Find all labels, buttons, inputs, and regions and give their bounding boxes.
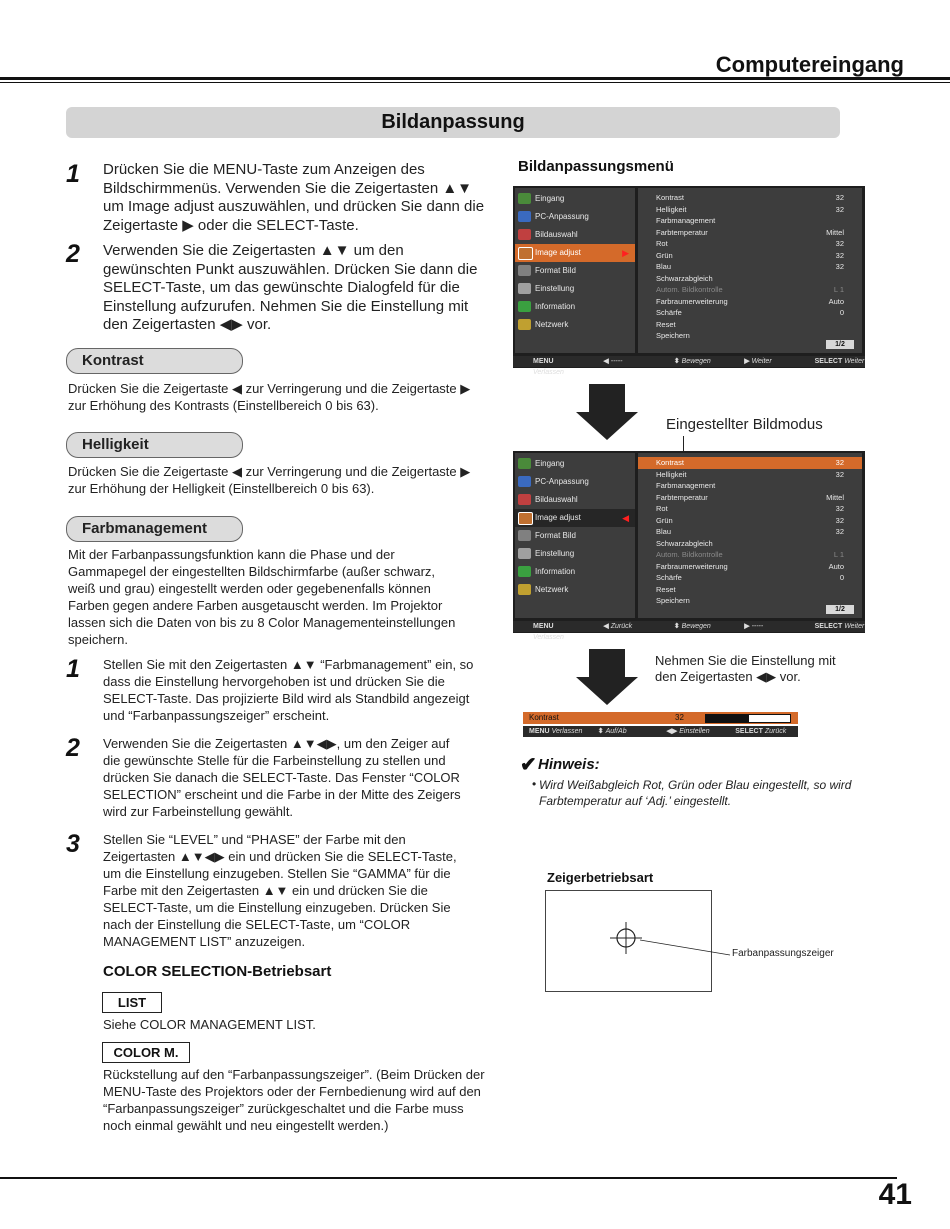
osd-item-eingang[interactable] bbox=[515, 190, 635, 208]
osd-row-label: Speichern bbox=[656, 596, 690, 605]
help-back bbox=[729, 726, 798, 737]
section-title: Bildanpassung bbox=[381, 111, 525, 133]
osd-item-bildauswahl[interactable] bbox=[515, 226, 635, 244]
osd-row[interactable] bbox=[638, 250, 862, 262]
osd-row[interactable] bbox=[638, 192, 862, 204]
osd-row[interactable] bbox=[638, 261, 862, 273]
step-number: 2 bbox=[66, 734, 80, 762]
up-down-icon: ⬍ bbox=[673, 623, 680, 630]
osd-row bbox=[638, 284, 862, 296]
farbmanagement-intro: Mit der Farbanpassungsfunktion kann die Phase und der Gammapegel der eingestellten Bildschirmfarbe (außer schwarz, weiß und grau) eingestellt werden oder gegebenenfalls können Farben gegen andere Farben ausgetauscht werden. Im Projektor lassen sich die Daten von bis zu 8 Color Managementeinstellungen speichern. bbox=[68, 547, 456, 647]
select-key-icon: SELECT bbox=[814, 358, 843, 365]
slider-track[interactable] bbox=[705, 714, 791, 723]
input-icon bbox=[518, 458, 531, 469]
screen-icon bbox=[518, 265, 531, 276]
osd-row-label: Helligkeit bbox=[656, 469, 687, 479]
osd-row-label: Kontrast bbox=[656, 458, 684, 467]
osd-row-label: Farbraumerweiterung bbox=[656, 296, 728, 306]
help-text: Zurück bbox=[764, 728, 787, 735]
osd-help-bar bbox=[513, 621, 865, 641]
osd-item-label: Image adjust bbox=[535, 248, 581, 257]
menu-heading: Bildanpassungsmenü bbox=[518, 158, 674, 175]
page-number: 41 bbox=[878, 1178, 912, 1211]
help-text: Weiter bbox=[751, 358, 772, 365]
osd-row-label: Reset bbox=[656, 319, 676, 329]
help-adjust bbox=[661, 726, 730, 737]
osd-item-label: Bildauswahl bbox=[535, 230, 578, 239]
osd-row-value: 0 bbox=[839, 573, 844, 582]
osd-row-label: Farbtemperatur bbox=[656, 227, 708, 237]
select-key-icon: SELECT bbox=[814, 623, 843, 630]
osd-row-selected[interactable] bbox=[638, 457, 862, 469]
step-text: Stellen Sie mit den Zeigertasten ▲▼ “Farbmanagement” ein, so dass die Einstellung hervorgehoben ist und drücken Sie die SELECT-Taste. Das projizierte Bild wird als Standbild angezeigt und “Farbanpassungszeiger” erscheint. bbox=[103, 657, 474, 723]
setting-icon bbox=[518, 548, 531, 559]
help-text: Bewegen bbox=[681, 623, 711, 630]
osd-item-label: Format Bild bbox=[535, 531, 576, 540]
osd-row-value: 32 bbox=[835, 239, 844, 248]
osd-item-eingang[interactable] bbox=[515, 455, 635, 473]
osd-row-value: 32 bbox=[835, 515, 844, 525]
osd-item-format-bild[interactable] bbox=[515, 262, 635, 280]
checkmark-icon: ✔ bbox=[520, 754, 537, 776]
osd-row[interactable] bbox=[638, 273, 862, 285]
osd-row-label: Farbraumerweiterung bbox=[656, 561, 728, 571]
osd-row-value: 32 bbox=[835, 504, 844, 513]
farbmanagement-heading bbox=[66, 516, 243, 542]
help-text: Einstellen bbox=[679, 728, 710, 735]
pointer-leader-line bbox=[640, 938, 732, 958]
arrow-right-icon: ▶ bbox=[744, 623, 750, 630]
help-text: ----- bbox=[610, 358, 623, 365]
help-exit bbox=[523, 726, 592, 737]
osd-row[interactable] bbox=[638, 204, 862, 216]
down-arrow-icon bbox=[576, 384, 638, 440]
step-number: 1 bbox=[66, 160, 80, 188]
left-right-icon: ◀▶ bbox=[666, 728, 678, 735]
osd-item-label: PC-Anpassung bbox=[535, 477, 589, 486]
osd-item-label: Netzwerk bbox=[535, 320, 569, 329]
help-text: Zurück bbox=[610, 623, 633, 630]
osd-menu-2 bbox=[513, 451, 865, 641]
setting-icon bbox=[518, 283, 531, 294]
osd-item-label: Einstellung bbox=[535, 549, 575, 558]
osd-row[interactable] bbox=[638, 492, 862, 504]
pointer-heading: Zeigerbetriebsart bbox=[547, 870, 654, 885]
osd-row-value: Mittel bbox=[826, 227, 844, 237]
osd-right-panel bbox=[638, 453, 862, 618]
footer-rule bbox=[0, 1177, 897, 1179]
osd-item-label: PC-Anpassung bbox=[535, 212, 589, 221]
osd-row-value: 32 bbox=[835, 204, 844, 214]
header-rule-thin bbox=[0, 82, 950, 83]
page-indicator: 1/2 bbox=[826, 340, 854, 349]
osd-row-label: Schärfe bbox=[656, 308, 682, 317]
arrow-left-icon: ◀ bbox=[622, 513, 629, 523]
osd-row-value: 32 bbox=[835, 469, 844, 479]
osd-row-label: Farbtemperatur bbox=[656, 492, 708, 502]
help-text: Weiter bbox=[844, 623, 865, 630]
note-text: Wird Weißabgleich Rot, Grün oder Blau eingestellt, so wird Farbtemperatur auf ‘Adj.’ eingestellt. bbox=[539, 778, 852, 808]
osd-row[interactable] bbox=[638, 561, 862, 573]
help-exit bbox=[513, 621, 583, 641]
help-move bbox=[592, 726, 661, 737]
osd-row[interactable] bbox=[638, 296, 862, 308]
note-title: Hinweis: bbox=[538, 756, 600, 773]
osd-item-bildauswahl[interactable] bbox=[515, 491, 635, 509]
osd-row[interactable] bbox=[638, 469, 862, 481]
step-text: Stellen Sie “LEVEL” und “PHASE” der Farbe mit den Zeigertasten ▲▼◀▶ ein und drücken Sie die SELECT-Taste, um die Einstellung einzugeben. Stellen Sie “GAMMA” für die Farbe mit den Zeigertasten ▲▼ ein und drücken Sie die SELECT-Taste, um die Einstellung einzugeben. Drücken Sie nach der Einstellung die SELECT-Taste, um “COLOR MANAGEMENT LIST” anzuzeigen. bbox=[103, 832, 457, 949]
farbmanagement-title: Farbmanagement bbox=[82, 520, 208, 537]
step-number: 1 bbox=[66, 655, 80, 683]
osd-row-label: Blau bbox=[656, 262, 672, 271]
osd-item-label: Information bbox=[535, 567, 576, 576]
osd-row-label: Helligkeit bbox=[656, 204, 687, 214]
network-icon bbox=[518, 319, 531, 330]
image-select-icon bbox=[518, 494, 531, 505]
osd-row-value: 0 bbox=[839, 308, 844, 317]
osd-item-netzwerk[interactable] bbox=[515, 316, 635, 334]
osd-row-label: Farbmanagement bbox=[656, 216, 716, 225]
osd-row-label: Grün bbox=[656, 515, 673, 525]
help-back bbox=[583, 621, 653, 632]
kontrast-title: Kontrast bbox=[82, 352, 144, 369]
slider-value: 32 bbox=[675, 713, 684, 722]
pc-adjust-icon bbox=[518, 476, 531, 487]
osd-row[interactable] bbox=[638, 503, 862, 515]
image-adjust-icon bbox=[518, 247, 533, 260]
osd-row[interactable] bbox=[638, 480, 862, 492]
slider-fill bbox=[706, 715, 749, 722]
osd-row[interactable] bbox=[638, 515, 862, 527]
image-select-icon bbox=[518, 229, 531, 240]
osd-row-label: Kontrast bbox=[656, 193, 684, 202]
help-back bbox=[583, 356, 653, 367]
colorm-label: COLOR M. bbox=[102, 1042, 190, 1063]
osd-row[interactable] bbox=[638, 319, 862, 331]
help-move bbox=[654, 621, 724, 632]
osd-item-label: Information bbox=[535, 302, 576, 311]
osd-item-einstellung[interactable] bbox=[515, 280, 635, 298]
kontrast-heading bbox=[66, 348, 243, 374]
arrow-left-icon: ◀ bbox=[603, 623, 609, 630]
osd-item-pc-anpassung[interactable] bbox=[515, 208, 635, 226]
adjust-caption: Nehmen Sie die Einstellung mit den Zeigertasten ◀▶ vor. bbox=[655, 653, 836, 684]
page-indicator: 1/2 bbox=[826, 605, 854, 614]
osd-item-image-adjust[interactable] bbox=[515, 244, 635, 262]
pointer-label: Farbanpassungszeiger bbox=[732, 948, 834, 959]
help-move bbox=[654, 356, 724, 367]
osd-item-label: Image adjust bbox=[535, 513, 581, 522]
osd-row[interactable] bbox=[638, 307, 862, 319]
osd-item-information[interactable] bbox=[515, 298, 635, 316]
help-text: Verlassen bbox=[533, 634, 564, 641]
osd-row-value: L 1 bbox=[833, 285, 844, 294]
osd-row[interactable] bbox=[638, 584, 862, 596]
arrow-left-icon: ◀ bbox=[603, 358, 609, 365]
osd-item-label: Bildauswahl bbox=[535, 495, 578, 504]
image-adjust-icon bbox=[518, 512, 533, 525]
osd-row-label: Farbmanagement bbox=[656, 481, 716, 490]
osd-row-value: 32 bbox=[835, 250, 844, 260]
osd-item-information[interactable] bbox=[515, 563, 635, 581]
osd-row[interactable] bbox=[638, 572, 862, 584]
arrow-right-icon: ▶ bbox=[744, 358, 750, 365]
osd-rows bbox=[638, 453, 862, 607]
osd-row-label: Reset bbox=[656, 584, 676, 594]
kontrast-text: Drücken Sie die Zeigertaste ◀ zur Verringerung und die Zeigertaste ▶ zur Erhöhung des Kontrasts (Einstellbereich 0 bis 63). bbox=[68, 381, 471, 413]
osd-item-einstellung[interactable] bbox=[515, 545, 635, 563]
step-number: 3 bbox=[66, 830, 80, 858]
osd-row-label: Autom. Bildkontrolle bbox=[656, 550, 723, 559]
osd-item-label: Eingang bbox=[535, 194, 565, 203]
osd-row-value: L 1 bbox=[833, 550, 844, 559]
osd-row-value: Auto bbox=[828, 561, 844, 571]
osd-row-label: Schwarzabgleich bbox=[656, 538, 713, 548]
chapter-title: Computereingang bbox=[715, 52, 904, 77]
osd-row-label: Schwarzabgleich bbox=[656, 273, 713, 283]
osd-row-value: Mittel bbox=[826, 492, 844, 502]
osd-item-label: Eingang bbox=[535, 459, 565, 468]
color-selection-heading: COLOR SELECTION-Betriebsart bbox=[103, 963, 332, 980]
input-icon bbox=[518, 193, 531, 204]
down-arrow-icon bbox=[576, 649, 638, 705]
screen-icon bbox=[518, 530, 531, 541]
information-icon bbox=[518, 301, 531, 312]
step-text: Drücken Sie die MENU-Taste zum Anzeigen des Bildschirmmenüs. Verwenden Sie die Zeigertasten ▲▼ um Image adjust auszuwählen, und drücken Sie dann die Zeigertaste ▶ oder die SELECT-Taste. bbox=[103, 161, 485, 234]
arrow-right-icon: ▶ bbox=[622, 248, 629, 258]
osd-left-panel bbox=[515, 453, 635, 618]
mode-caption: Eingestellter Bildmodus bbox=[666, 416, 823, 433]
osd-row-value: 32 bbox=[835, 193, 844, 202]
help-text: Auf/Ab bbox=[605, 728, 627, 735]
up-down-icon: ⬍ bbox=[597, 728, 604, 735]
header-rule bbox=[0, 77, 950, 80]
slider-label: Kontrast bbox=[529, 713, 559, 722]
pc-adjust-icon bbox=[518, 211, 531, 222]
osd-row bbox=[638, 549, 862, 561]
helligkeit-heading bbox=[66, 432, 243, 458]
help-select bbox=[795, 621, 865, 632]
osd-menu-list bbox=[515, 453, 635, 599]
bullet-icon: • bbox=[532, 777, 537, 791]
osd-menu-1 bbox=[513, 186, 865, 376]
step-number: 2 bbox=[66, 240, 80, 268]
helligkeit-title: Helligkeit bbox=[82, 436, 149, 453]
osd-left-panel bbox=[515, 188, 635, 353]
osd-item-label: Einstellung bbox=[535, 284, 575, 293]
step-text: Verwenden Sie die Zeigertasten ▲▼ um den gewünschten Punkt auszuwählen. Drücken Sie dann die SELECT-Taste, um das gewünschte Dialogfeld für die Einstellung aufzurufen. Nehmen Sie die Einstellung mit den Zeigertasten ◀▶ vor. bbox=[103, 242, 478, 333]
osd-row[interactable] bbox=[638, 538, 862, 550]
section-banner bbox=[66, 107, 840, 138]
help-text: ----- bbox=[751, 623, 764, 630]
information-icon bbox=[518, 566, 531, 577]
help-next bbox=[724, 621, 794, 632]
osd-row-label: Autom. Bildkontrolle bbox=[656, 285, 723, 294]
osd-row-value: 32 bbox=[835, 458, 844, 467]
osd-row-label: Schärfe bbox=[656, 573, 682, 582]
osd-row-label: Rot bbox=[656, 239, 668, 248]
menu-key-icon: MENU bbox=[533, 623, 554, 630]
step-text: Verwenden Sie die Zeigertasten ▲▼◀▶, um den Zeiger auf die gewünschte Stelle für die Farbeinstellung zu stellen und drücken Sie danach die SELECT-Taste. Das Fenster “COLOR SELECTION” erscheint und die Farbe in der Mitte des Zeigers wird zur Farbeinstellung gewählt. bbox=[103, 736, 461, 819]
osd-row[interactable] bbox=[638, 526, 862, 538]
osd-item-label: Netzwerk bbox=[535, 585, 569, 594]
menu-key-icon: MENU bbox=[533, 358, 554, 365]
slider-help-bar bbox=[523, 726, 798, 737]
osd-row[interactable] bbox=[638, 215, 862, 227]
help-text: Verlassen bbox=[551, 728, 583, 735]
osd-menu-list bbox=[515, 188, 635, 334]
network-icon bbox=[518, 584, 531, 595]
osd-help-bar bbox=[513, 356, 865, 376]
color-pointer-icon bbox=[608, 920, 644, 956]
osd-item-label: Format Bild bbox=[535, 266, 576, 275]
osd-item-netzwerk[interactable] bbox=[515, 581, 635, 599]
osd-row-label: Grün bbox=[656, 250, 673, 260]
osd-rows bbox=[638, 188, 862, 342]
osd-row-value: 32 bbox=[835, 527, 844, 536]
osd-row-value: Auto bbox=[828, 296, 844, 306]
osd-row-value: 32 bbox=[835, 262, 844, 271]
help-text: Bewegen bbox=[681, 358, 711, 365]
help-exit bbox=[513, 356, 583, 376]
list-label: LIST bbox=[102, 992, 162, 1013]
colorm-text: Rückstellung auf den “Farbanpassungszeiger”. (Beim Drücken der MENU-Taste des Projektors oder der Fernbedienung wird auf den “Farbanpassungszeiger” zurückgeschaltet und die Farbe muss noch einmal gewählt und neu eingestellt werden.) bbox=[103, 1067, 485, 1133]
up-down-icon: ⬍ bbox=[673, 358, 680, 365]
osd-right-panel bbox=[638, 188, 862, 353]
help-next bbox=[724, 356, 794, 367]
osd-item-pc-anpassung[interactable] bbox=[515, 473, 635, 491]
help-text: Verlassen bbox=[533, 369, 564, 376]
osd-row[interactable] bbox=[638, 238, 862, 250]
osd-item-image-adjust[interactable] bbox=[515, 509, 635, 527]
osd-row[interactable] bbox=[638, 227, 862, 239]
osd-row-label: Speichern bbox=[656, 331, 690, 340]
select-key-icon: SELECT bbox=[735, 728, 763, 735]
contrast-slider[interactable] bbox=[523, 712, 798, 724]
list-text: Siehe COLOR MANAGEMENT LIST. bbox=[103, 1017, 316, 1032]
menu-key-icon: MENU bbox=[529, 728, 550, 735]
help-select bbox=[795, 356, 865, 367]
help-text: Weiter bbox=[844, 358, 865, 365]
osd-row-label: Blau bbox=[656, 527, 672, 536]
helligkeit-text: Drücken Sie die Zeigertaste ◀ zur Verringerung und die Zeigertaste ▶ zur Erhöhung der Helligkeit (Einstellbereich 0 bis 63). bbox=[68, 464, 471, 496]
osd-row-label: Rot bbox=[656, 504, 668, 513]
osd-item-format-bild[interactable] bbox=[515, 527, 635, 545]
